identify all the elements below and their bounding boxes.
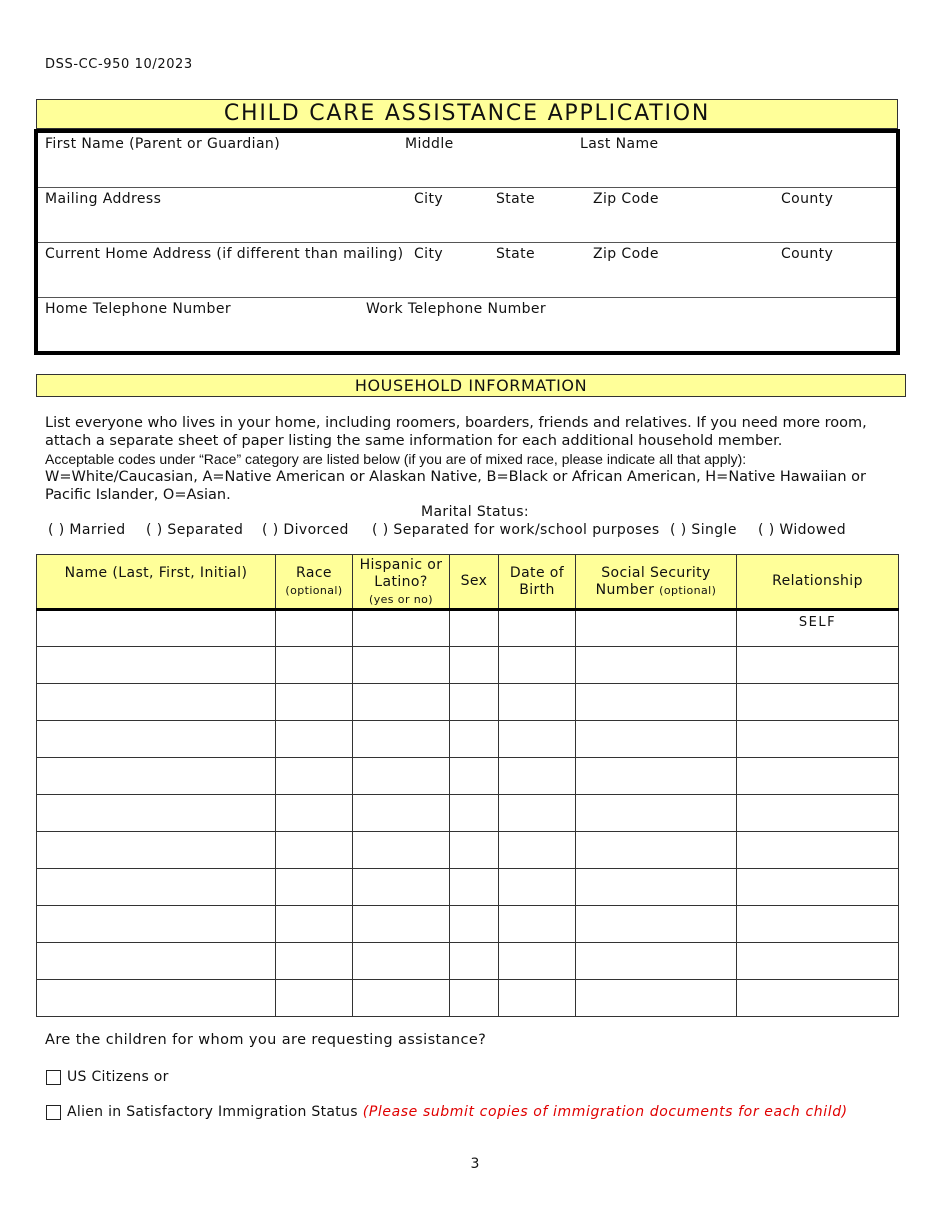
race-codes-intro: Acceptable codes under “Race” category are listed below (if you are of mixed race, please indicate all that apply): bbox=[45, 451, 747, 467]
sex-cell[interactable] bbox=[450, 980, 499, 1017]
name-cell[interactable] bbox=[37, 869, 276, 906]
home-county-label: County bbox=[781, 246, 834, 262]
table-row bbox=[37, 869, 899, 906]
dob-cell[interactable] bbox=[499, 943, 576, 980]
sex-cell[interactable] bbox=[450, 758, 499, 795]
sex-cell[interactable] bbox=[450, 684, 499, 721]
race-cell[interactable] bbox=[276, 758, 353, 795]
relationship-cell[interactable] bbox=[737, 795, 899, 832]
hispanic-cell[interactable] bbox=[353, 795, 450, 832]
table-row bbox=[37, 684, 899, 721]
column-header-sex: Sex bbox=[450, 555, 499, 610]
marital-option-married[interactable]: ( ) Married bbox=[48, 522, 126, 538]
name-cell[interactable] bbox=[37, 943, 276, 980]
table-row bbox=[37, 758, 899, 795]
applicant-info-box bbox=[34, 129, 900, 355]
home-zip-label: Zip Code bbox=[593, 246, 659, 262]
relationship-cell[interactable] bbox=[737, 980, 899, 1017]
sex-cell[interactable] bbox=[450, 721, 499, 758]
hispanic-cell[interactable] bbox=[353, 684, 450, 721]
dob-cell[interactable] bbox=[499, 980, 576, 1017]
hispanic-cell[interactable] bbox=[353, 869, 450, 906]
table-row bbox=[37, 943, 899, 980]
race-cell[interactable] bbox=[276, 795, 353, 832]
name-cell[interactable] bbox=[37, 980, 276, 1017]
page-number: 3 bbox=[470, 1156, 480, 1172]
race-cell[interactable] bbox=[276, 980, 353, 1017]
middle-name-label: Middle bbox=[405, 136, 454, 152]
immigration-documents-note: (Please submit copies of immigration documents for each child) bbox=[362, 1104, 848, 1120]
column-header-relationship: Relationship bbox=[737, 555, 899, 610]
ssn-cell[interactable] bbox=[576, 943, 737, 980]
alien-status-label: Alien in Satisfactory Immigration Status bbox=[67, 1104, 358, 1120]
first-name-label: First Name (Parent or Guardian) bbox=[45, 136, 281, 152]
race-cell[interactable] bbox=[276, 906, 353, 943]
column-header-race: Race (optional) bbox=[276, 555, 353, 610]
table-row bbox=[37, 795, 899, 832]
relationship-cell[interactable] bbox=[737, 943, 899, 980]
hispanic-cell[interactable] bbox=[353, 721, 450, 758]
hispanic-cell[interactable] bbox=[353, 943, 450, 980]
relationship-cell[interactable]: SELF bbox=[737, 610, 899, 647]
dob-cell[interactable] bbox=[499, 906, 576, 943]
ssn-cell[interactable] bbox=[576, 684, 737, 721]
work-phone-label: Work Telephone Number bbox=[366, 301, 547, 317]
ssn-cell[interactable] bbox=[576, 721, 737, 758]
sex-cell[interactable] bbox=[450, 832, 499, 869]
mailing-county-label: County bbox=[781, 191, 834, 207]
sex-cell[interactable] bbox=[450, 869, 499, 906]
marital-status-label: Marital Status: bbox=[420, 504, 530, 520]
sex-cell[interactable] bbox=[450, 647, 499, 684]
race-cell[interactable] bbox=[276, 684, 353, 721]
marital-option-divorced[interactable]: ( ) Divorced bbox=[262, 522, 349, 538]
us-citizen-checkbox[interactable] bbox=[46, 1070, 61, 1085]
hispanic-cell[interactable] bbox=[353, 832, 450, 869]
citizenship-question: Are the children for whom you are requesting assistance? bbox=[45, 1032, 487, 1048]
home-address-row[interactable] bbox=[38, 243, 896, 298]
column-header-ssn: Social Security Number (optional) bbox=[576, 555, 737, 610]
mailing-state-label: State bbox=[496, 191, 536, 207]
name-cell[interactable] bbox=[37, 610, 276, 647]
name-cell[interactable] bbox=[37, 758, 276, 795]
sex-cell[interactable] bbox=[450, 795, 499, 832]
ssn-cell[interactable] bbox=[576, 647, 737, 684]
marital-option-single[interactable]: ( ) Single bbox=[670, 522, 737, 538]
name-cell[interactable] bbox=[37, 684, 276, 721]
home-state-label: State bbox=[496, 246, 536, 262]
alien-status-option[interactable] bbox=[46, 1104, 848, 1120]
household-instructions: List everyone who lives in your home, including roomers, boarders, friends and relatives. If you need more room, attach a separate sheet of paper listing the same information for each additional household member. bbox=[45, 415, 867, 449]
ssn-cell[interactable] bbox=[576, 832, 737, 869]
column-header-hispanic: Hispanic or Latino? (yes or no) bbox=[353, 555, 450, 610]
telephone-row[interactable] bbox=[38, 298, 896, 353]
relationship-cell[interactable] bbox=[737, 869, 899, 906]
us-citizen-option[interactable] bbox=[46, 1069, 169, 1085]
relationship-cell[interactable] bbox=[737, 832, 899, 869]
home-city-label: City bbox=[414, 246, 444, 262]
sex-cell[interactable] bbox=[450, 610, 499, 647]
alien-status-checkbox[interactable] bbox=[46, 1105, 61, 1120]
dob-cell[interactable] bbox=[499, 647, 576, 684]
ssn-cell[interactable] bbox=[576, 795, 737, 832]
home-phone-label: Home Telephone Number bbox=[45, 301, 231, 317]
relationship-cell[interactable] bbox=[737, 721, 899, 758]
name-row[interactable] bbox=[38, 133, 896, 188]
race-cell[interactable] bbox=[276, 647, 353, 684]
us-citizen-label: US Citizens or bbox=[67, 1069, 169, 1085]
hispanic-cell[interactable] bbox=[353, 758, 450, 795]
marital-option-widowed[interactable]: ( ) Widowed bbox=[758, 522, 847, 538]
table-row bbox=[37, 721, 899, 758]
sex-cell[interactable] bbox=[450, 906, 499, 943]
table-row bbox=[37, 610, 899, 647]
table-row bbox=[37, 980, 899, 1017]
relationship-cell[interactable] bbox=[737, 647, 899, 684]
name-cell[interactable] bbox=[37, 647, 276, 684]
relationship-cell[interactable] bbox=[737, 758, 899, 795]
race-cell[interactable] bbox=[276, 610, 353, 647]
table-header-row bbox=[37, 555, 899, 610]
household-rows bbox=[37, 610, 899, 1017]
name-cell[interactable] bbox=[37, 832, 276, 869]
page-title: CHILD CARE ASSISTANCE APPLICATION bbox=[36, 99, 898, 129]
household-members-table bbox=[36, 554, 899, 1017]
column-header-dob: Date of Birth bbox=[499, 555, 576, 610]
dob-cell[interactable] bbox=[499, 721, 576, 758]
dob-cell[interactable] bbox=[499, 795, 576, 832]
marital-option-separated-work-school[interactable]: ( ) Separated for work/school purposes bbox=[372, 522, 660, 538]
mailing-zip-label: Zip Code bbox=[593, 191, 659, 207]
table-row bbox=[37, 647, 899, 684]
relationship-cell[interactable] bbox=[737, 906, 899, 943]
ssn-cell[interactable] bbox=[576, 758, 737, 795]
name-cell[interactable] bbox=[37, 795, 276, 832]
ssn-cell[interactable] bbox=[576, 610, 737, 647]
table-row bbox=[37, 906, 899, 943]
hispanic-cell[interactable] bbox=[353, 980, 450, 1017]
hispanic-cell[interactable] bbox=[353, 647, 450, 684]
table-row bbox=[37, 832, 899, 869]
marital-option-separated[interactable]: ( ) Separated bbox=[146, 522, 244, 538]
form-id: DSS-CC-950 10/2023 bbox=[45, 57, 193, 72]
dob-cell[interactable] bbox=[499, 832, 576, 869]
mailing-address-label: Mailing Address bbox=[45, 191, 162, 207]
mailing-city-label: City bbox=[414, 191, 444, 207]
race-cell[interactable] bbox=[276, 943, 353, 980]
race-cell[interactable] bbox=[276, 869, 353, 906]
home-address-label: Current Home Address (if different than mailing) bbox=[45, 246, 404, 262]
hispanic-cell[interactable] bbox=[353, 906, 450, 943]
name-cell[interactable] bbox=[37, 721, 276, 758]
dob-cell[interactable] bbox=[499, 684, 576, 721]
name-cell[interactable] bbox=[37, 906, 276, 943]
race-cell[interactable] bbox=[276, 832, 353, 869]
last-name-label: Last Name bbox=[580, 136, 659, 152]
race-cell[interactable] bbox=[276, 721, 353, 758]
ssn-cell[interactable] bbox=[576, 906, 737, 943]
mailing-address-row[interactable] bbox=[38, 188, 896, 243]
hispanic-cell[interactable] bbox=[353, 610, 450, 647]
dob-cell[interactable] bbox=[499, 610, 576, 647]
dob-cell[interactable] bbox=[499, 869, 576, 906]
race-codes-list: W=White/Caucasian, A=Native American or Alaskan Native, B=Black or African American, H=Native Hawaiian or Pacific Islander, O=Asian. bbox=[45, 469, 866, 503]
sex-cell[interactable] bbox=[450, 943, 499, 980]
household-section-title: HOUSEHOLD INFORMATION bbox=[36, 374, 906, 397]
column-header-name: Name (Last, First, Initial) bbox=[37, 555, 276, 610]
relationship-cell[interactable] bbox=[737, 684, 899, 721]
ssn-cell[interactable] bbox=[576, 980, 737, 1017]
dob-cell[interactable] bbox=[499, 758, 576, 795]
ssn-cell[interactable] bbox=[576, 869, 737, 906]
